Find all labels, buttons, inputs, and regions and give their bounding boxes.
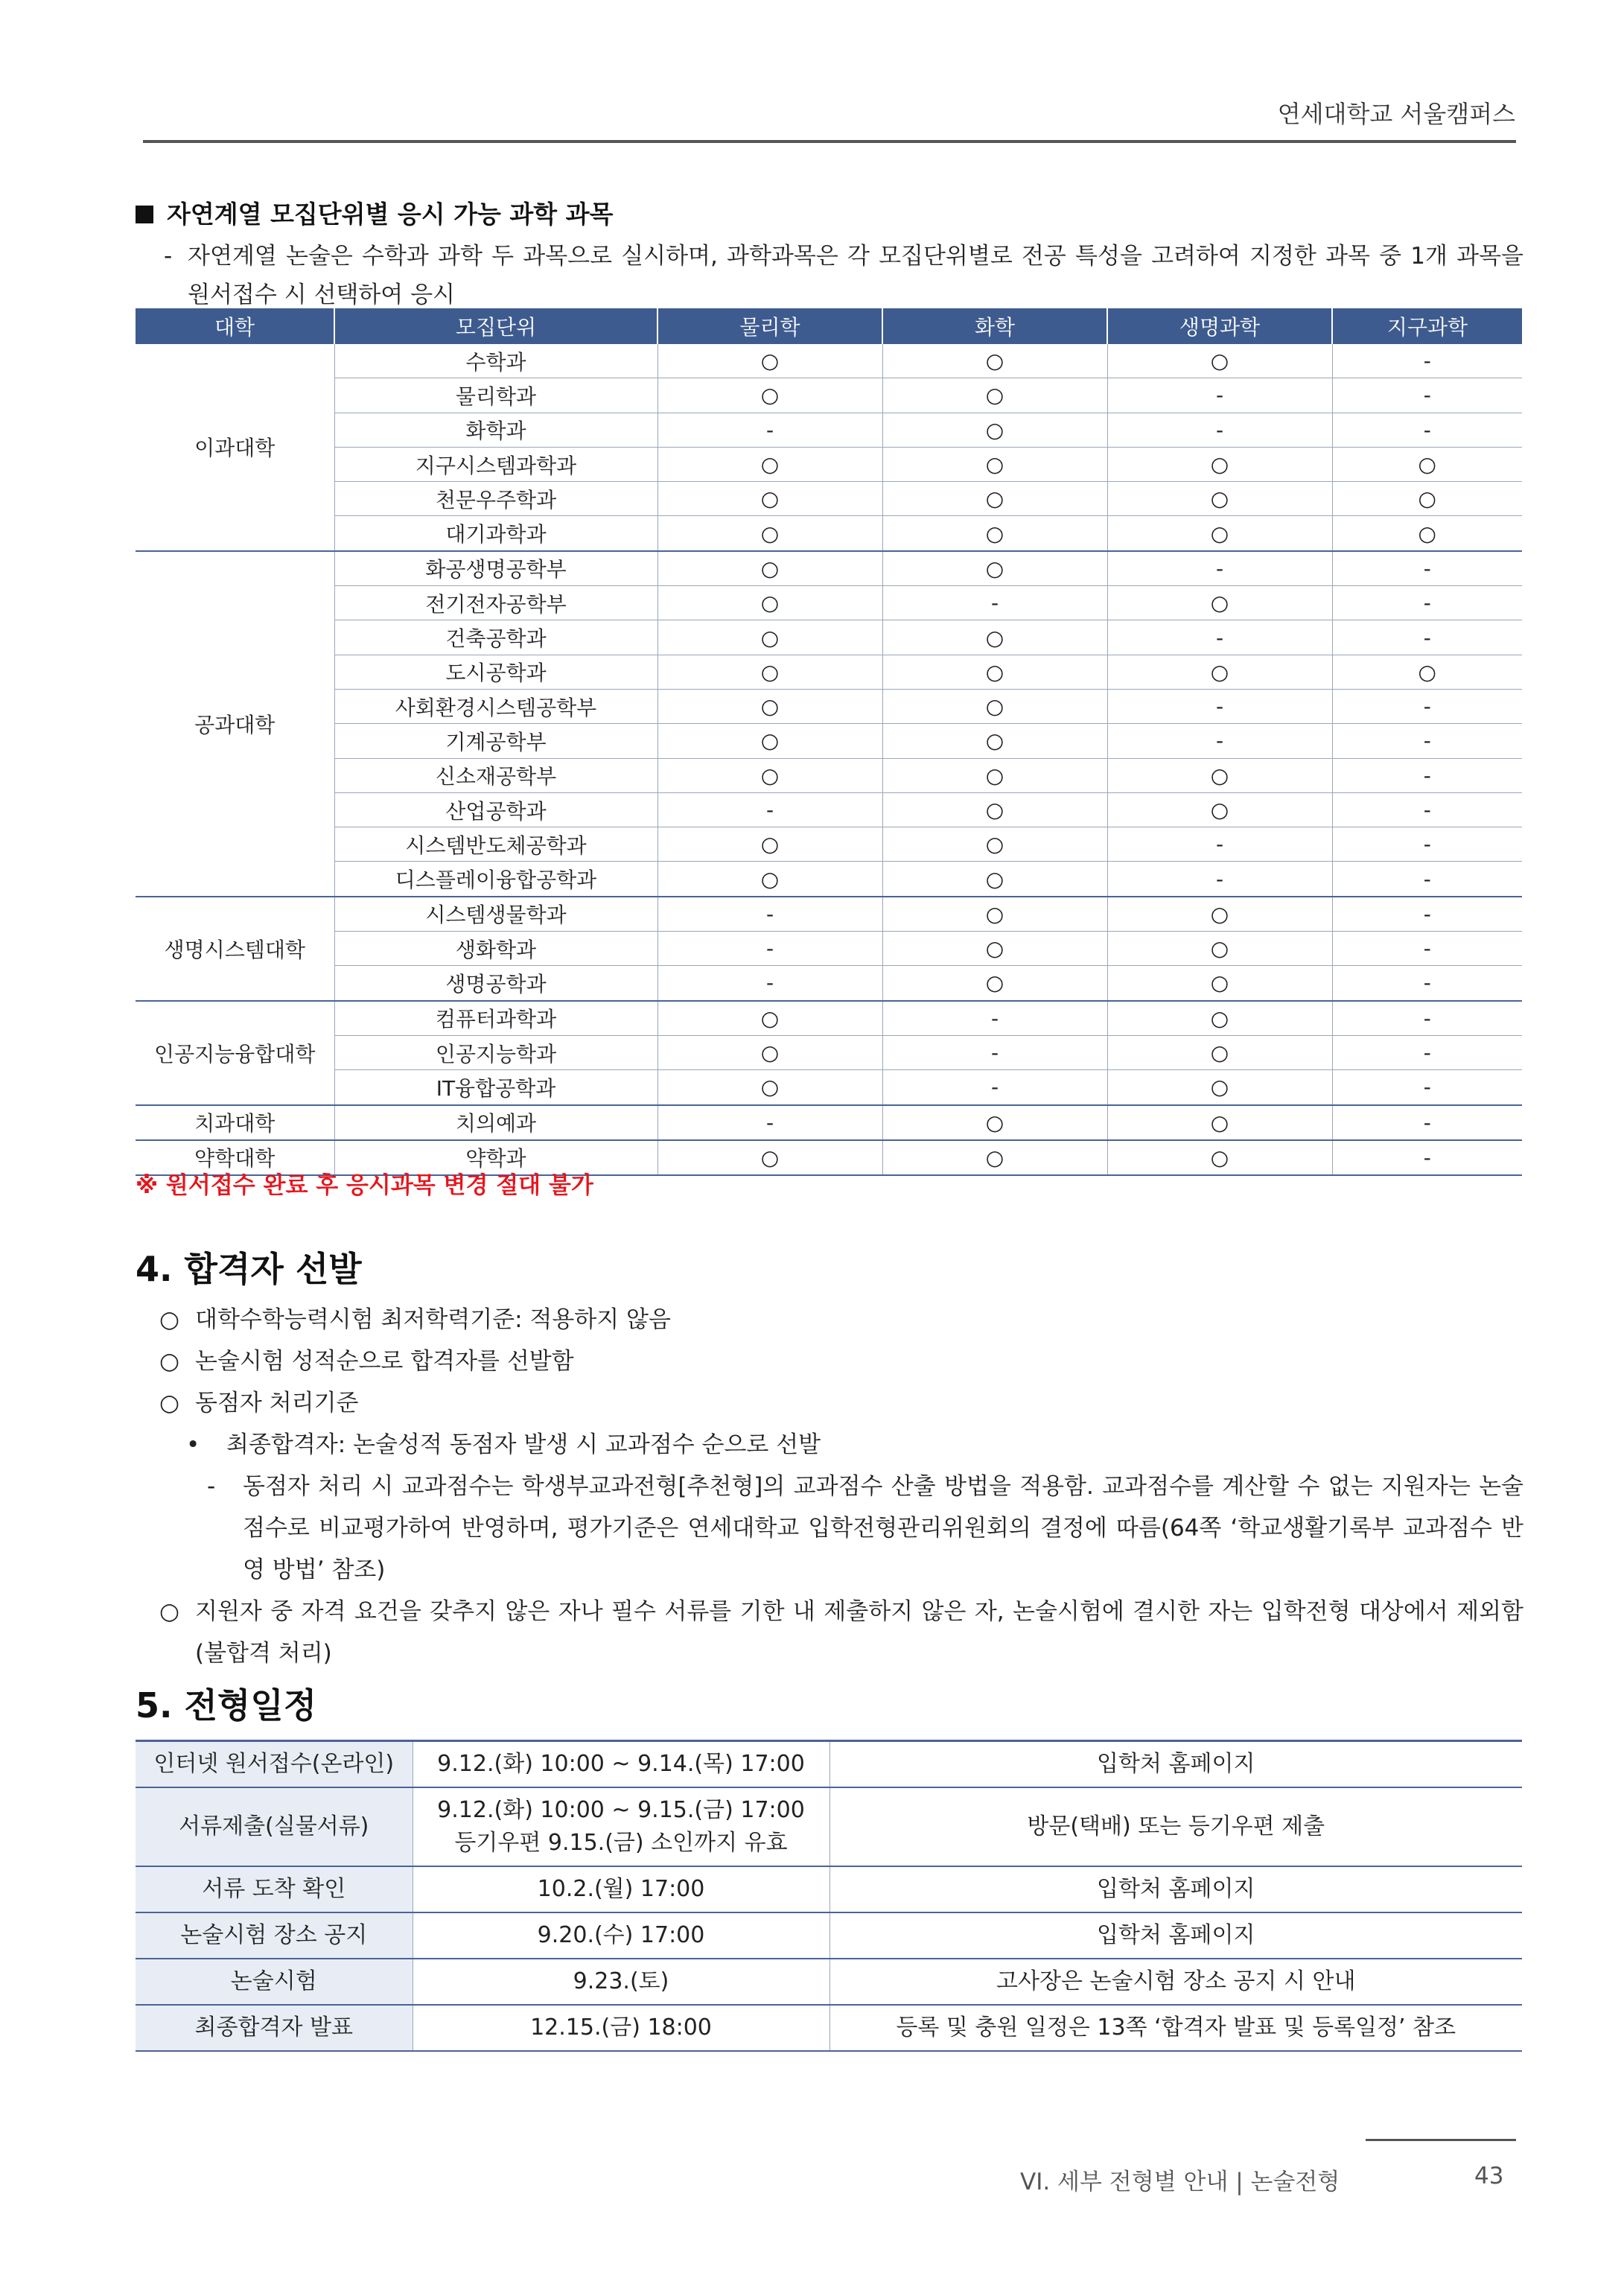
subject-availability-cell: ○ bbox=[1107, 655, 1332, 689]
subject-availability-cell: - bbox=[1332, 1035, 1522, 1069]
subject-availability-cell: - bbox=[1107, 378, 1332, 413]
table-row bbox=[136, 689, 1522, 723]
subject-availability-cell: ○ bbox=[657, 482, 882, 516]
department-cell: 시스템생물학과 bbox=[334, 897, 657, 932]
subject-availability-cell: - bbox=[1332, 897, 1522, 932]
subject-availability-cell: ○ bbox=[657, 758, 882, 792]
subject-availability-cell: ○ bbox=[882, 1140, 1107, 1175]
department-cell: 전기전자공학부 bbox=[334, 586, 657, 620]
college-cell: 인공지능융합대학 bbox=[136, 1001, 334, 1105]
subject-availability-cell: - bbox=[657, 792, 882, 827]
subject-availability-cell: - bbox=[1332, 413, 1522, 447]
sub-sub-list-item-text: 동점자 처리 시 교과점수는 학생부교과전형[추천형]의 교과점수 산출 방법을 적용함. 교과점수를 계산할 수 없는 지원자는 논술점수로 비교평가하여 반영하며, 평가기준은 연세대학교 입학전형관리위원회의 결정에 따름(64쪽 ‘학교생활기록부 교과점수 반영 방법’ 참조) bbox=[243, 1473, 1523, 1583]
column-header: 지구과학 bbox=[1332, 308, 1522, 344]
subject-availability-cell: ○ bbox=[657, 827, 882, 862]
dash-marker: - bbox=[164, 243, 173, 270]
department-cell: 시스템반도체공학과 bbox=[334, 827, 657, 862]
circle-marker: ○ bbox=[159, 1348, 180, 1375]
subject-availability-cell: ○ bbox=[657, 344, 882, 378]
subject-availability-cell: - bbox=[1332, 758, 1522, 792]
subject-availability-cell: - bbox=[1332, 827, 1522, 862]
subject-availability-cell: - bbox=[1332, 1140, 1522, 1175]
subject-availability-cell: ○ bbox=[1332, 516, 1522, 551]
schedule-label: 최종합격자 발표 bbox=[136, 2005, 413, 2051]
subject-availability-cell: - bbox=[1332, 344, 1522, 378]
department-cell: 컴퓨터과학과 bbox=[334, 1001, 657, 1036]
footer-text: VI. 세부 전형별 안내 | 논술전형 bbox=[1020, 2169, 1340, 2195]
schedule-date: 12.15.(금) 18:00 bbox=[413, 2005, 829, 2051]
subject-availability-cell: ○ bbox=[657, 1070, 882, 1105]
table-row bbox=[136, 1959, 1522, 2005]
subject-availability-cell: - bbox=[1332, 1001, 1522, 1036]
subject-table bbox=[136, 308, 1522, 1176]
subject-availability-cell: ○ bbox=[1107, 516, 1332, 551]
subject-section-title bbox=[136, 195, 613, 230]
subject-availability-cell: ○ bbox=[882, 897, 1107, 932]
department-cell: 생명공학과 bbox=[334, 966, 657, 1001]
subject-availability-cell: ○ bbox=[1107, 586, 1332, 620]
subject-availability-cell: ○ bbox=[882, 344, 1107, 378]
schedule-table bbox=[136, 1740, 1522, 2052]
department-cell: 도시공학과 bbox=[334, 655, 657, 689]
subject-availability-cell: ○ bbox=[657, 1140, 882, 1175]
subject-availability-cell: ○ bbox=[882, 378, 1107, 413]
subject-availability-cell: - bbox=[657, 413, 882, 447]
table-row bbox=[136, 516, 1522, 551]
subject-availability-cell: ○ bbox=[882, 620, 1107, 655]
table-row bbox=[136, 758, 1522, 792]
subject-section-title-text: 자연계열 모집단위별 응시 가능 과학 과목 bbox=[167, 200, 614, 229]
table-row bbox=[136, 378, 1522, 413]
column-header: 모집단위 bbox=[334, 308, 657, 344]
subject-availability-cell: - bbox=[1332, 620, 1522, 655]
subject-availability-cell: ○ bbox=[657, 655, 882, 689]
schedule-date-cell bbox=[413, 1787, 829, 1866]
table-row bbox=[136, 1070, 1522, 1105]
subject-availability-cell: - bbox=[1332, 966, 1522, 1001]
subject-availability-cell: ○ bbox=[1107, 344, 1332, 378]
subject-availability-cell: - bbox=[882, 1070, 1107, 1105]
subject-availability-cell: - bbox=[657, 897, 882, 932]
subject-availability-cell: - bbox=[1107, 689, 1332, 723]
square-bullet-icon bbox=[136, 206, 153, 223]
subject-table-header-row bbox=[136, 308, 1522, 344]
list-item-text: 동점자 처리기준 bbox=[195, 1390, 359, 1416]
subject-availability-cell: ○ bbox=[1107, 1070, 1332, 1105]
subject-availability-cell: - bbox=[1332, 378, 1522, 413]
table-row bbox=[136, 1035, 1522, 1069]
circle-marker: ○ bbox=[159, 1306, 180, 1333]
department-cell: 치의예과 bbox=[334, 1105, 657, 1140]
subject-availability-cell: ○ bbox=[882, 413, 1107, 447]
section-4-title: 4. 합격자 선발 bbox=[136, 1249, 362, 1289]
schedule-note: 입학처 홈페이지 bbox=[829, 1741, 1522, 1788]
table-row bbox=[136, 1912, 1522, 1959]
list-item bbox=[159, 1341, 1523, 1382]
table-row bbox=[136, 1787, 1522, 1866]
department-cell: 인공지능학과 bbox=[334, 1035, 657, 1069]
table-row bbox=[136, 482, 1522, 516]
subject-availability-cell: - bbox=[657, 1105, 882, 1140]
table-row bbox=[136, 966, 1522, 1001]
subject-availability-cell: ○ bbox=[882, 516, 1107, 551]
schedule-date: 9.12.(화) 10:00 ~ 9.14.(목) 17:00 bbox=[413, 1741, 829, 1788]
list-item bbox=[159, 1591, 1523, 1674]
subject-availability-cell: ○ bbox=[657, 586, 882, 620]
subject-availability-cell: - bbox=[1332, 792, 1522, 827]
subject-availability-cell: - bbox=[1107, 620, 1332, 655]
college-cell: 생명시스템대학 bbox=[136, 897, 334, 1001]
column-header: 물리학 bbox=[657, 308, 882, 344]
subject-availability-cell: - bbox=[1107, 827, 1332, 862]
table-row bbox=[136, 344, 1522, 378]
column-header: 대학 bbox=[136, 308, 334, 344]
table-row bbox=[136, 1741, 1522, 1788]
department-cell: 화공생명공학부 bbox=[334, 551, 657, 586]
subject-availability-cell: - bbox=[1107, 724, 1332, 758]
column-header: 생명과학 bbox=[1107, 308, 1332, 344]
list-item-text: 논술시험 성적순으로 합격자를 선발함 bbox=[195, 1348, 574, 1375]
subject-availability-cell: ○ bbox=[1107, 447, 1332, 481]
schedule-note: 등록 및 충원 일정은 13쪽 ‘합격자 발표 및 등록일정’ 참조 bbox=[829, 2005, 1522, 2051]
department-cell: 대기과학과 bbox=[334, 516, 657, 551]
subject-availability-cell: - bbox=[882, 586, 1107, 620]
college-cell: 공과대학 bbox=[136, 551, 334, 897]
subject-availability-cell: ○ bbox=[882, 862, 1107, 897]
schedule-note: 입학처 홈페이지 bbox=[829, 1866, 1522, 1912]
subject-availability-cell: - bbox=[657, 932, 882, 966]
subject-availability-cell: - bbox=[1107, 551, 1332, 586]
subject-availability-cell: ○ bbox=[657, 1001, 882, 1036]
subject-availability-cell: ○ bbox=[1107, 792, 1332, 827]
subject-availability-cell: ○ bbox=[657, 862, 882, 897]
table-row bbox=[136, 2005, 1522, 2051]
department-cell: 사회환경시스템공학부 bbox=[334, 689, 657, 723]
bullet-marker: • bbox=[186, 1431, 200, 1458]
table-row bbox=[136, 897, 1522, 932]
subject-availability-cell: ○ bbox=[657, 378, 882, 413]
table-row bbox=[136, 827, 1522, 862]
table-row bbox=[136, 1866, 1522, 1912]
subject-availability-cell: ○ bbox=[657, 447, 882, 481]
subject-availability-cell: - bbox=[1332, 1105, 1522, 1140]
schedule-note: 입학처 홈페이지 bbox=[829, 1912, 1522, 1959]
schedule-date-detail: 등기우편 9.15.(금) 소인까지 유효 bbox=[454, 1830, 788, 1856]
department-cell: 수학과 bbox=[334, 344, 657, 378]
department-cell: 생화학과 bbox=[334, 932, 657, 966]
sub-list-item bbox=[159, 1424, 1523, 1466]
subject-availability-cell: ○ bbox=[882, 689, 1107, 723]
department-cell: 건축공학과 bbox=[334, 620, 657, 655]
department-cell: 약학과 bbox=[334, 1140, 657, 1175]
subject-availability-cell: ○ bbox=[1332, 655, 1522, 689]
header-title: 연세대학교 서울캠퍼스 bbox=[1277, 100, 1515, 128]
subject-availability-cell: ○ bbox=[882, 724, 1107, 758]
subject-availability-cell: ○ bbox=[1107, 758, 1332, 792]
list-item bbox=[159, 1382, 1523, 1424]
schedule-date: 9.20.(수) 17:00 bbox=[413, 1912, 829, 1959]
schedule-date: 9.23.(토) bbox=[413, 1959, 829, 2005]
subject-availability-cell: ○ bbox=[882, 447, 1107, 481]
sub-list-item-text: 최종합격자: 논술성적 동점자 발생 시 교과점수 순으로 선발 bbox=[226, 1431, 821, 1458]
department-cell: 디스플레이융합공학과 bbox=[334, 862, 657, 897]
table-row bbox=[136, 586, 1522, 620]
subject-availability-cell: - bbox=[882, 1001, 1107, 1036]
table-row bbox=[136, 620, 1522, 655]
schedule-label: 논술시험 장소 공지 bbox=[136, 1912, 413, 1959]
department-cell: 기계공학부 bbox=[334, 724, 657, 758]
subject-availability-cell: ○ bbox=[882, 758, 1107, 792]
subject-availability-cell: ○ bbox=[882, 932, 1107, 966]
subject-availability-cell: - bbox=[1332, 586, 1522, 620]
table-row bbox=[136, 724, 1522, 758]
subject-availability-cell: ○ bbox=[1107, 932, 1332, 966]
subject-availability-cell: - bbox=[1332, 689, 1522, 723]
schedule-note: 고사장은 논술시험 장소 공지 시 안내 bbox=[829, 1959, 1522, 2005]
department-cell: 화학과 bbox=[334, 413, 657, 447]
subject-availability-cell: - bbox=[1332, 862, 1522, 897]
column-header: 화학 bbox=[882, 308, 1107, 344]
subject-availability-cell: ○ bbox=[882, 482, 1107, 516]
schedule-label: 서류제출(실물서류) bbox=[136, 1787, 413, 1866]
subject-availability-cell: ○ bbox=[1107, 966, 1332, 1001]
subject-availability-cell: ○ bbox=[1107, 1001, 1332, 1036]
description-text: 자연계열 논술은 수학과 과학 두 과목으로 실시하며, 과학과목은 각 모집단위별로 전공 특성을 고려하여 지정한 과목 중 1개 과목을 원서접수 시 선택하여 응시 bbox=[188, 243, 1523, 308]
subject-availability-cell: - bbox=[1107, 862, 1332, 897]
subject-availability-cell: - bbox=[1332, 1070, 1522, 1105]
subject-availability-cell: ○ bbox=[882, 655, 1107, 689]
sub-sub-list-item bbox=[159, 1466, 1523, 1591]
schedule-label: 인터넷 원서접수(온라인) bbox=[136, 1741, 413, 1788]
subject-availability-cell: ○ bbox=[1332, 447, 1522, 481]
list-item-text: 지원자 중 자격 요건을 갖추지 않은 자나 필수 서류를 기한 내 제출하지 않은 자, 논술시험에 결시한 자는 입학전형 대상에서 제외함(불합격 처리) bbox=[195, 1598, 1523, 1667]
subject-availability-cell: ○ bbox=[1107, 1035, 1332, 1069]
subject-availability-cell: ○ bbox=[657, 516, 882, 551]
table-row bbox=[136, 1001, 1522, 1036]
section-5-title: 5. 전형일정 bbox=[136, 1685, 317, 1726]
subject-availability-cell: ○ bbox=[657, 620, 882, 655]
schedule-label: 논술시험 bbox=[136, 1959, 413, 2005]
department-cell: IT융합공학과 bbox=[334, 1070, 657, 1105]
page-number: 43 bbox=[1474, 2163, 1504, 2190]
table-row bbox=[136, 551, 1522, 586]
circle-marker: ○ bbox=[159, 1598, 180, 1625]
subject-availability-cell: - bbox=[657, 966, 882, 1001]
schedule-date: 9.12.(화) 10:00 ~ 9.15.(금) 17:00 bbox=[437, 1797, 805, 1823]
table-row bbox=[136, 655, 1522, 689]
subject-availability-cell: ○ bbox=[882, 827, 1107, 862]
subject-availability-cell: - bbox=[1107, 413, 1332, 447]
subject-availability-cell: ○ bbox=[1107, 897, 1332, 932]
table-row bbox=[136, 862, 1522, 897]
schedule-date: 10.2.(월) 17:00 bbox=[413, 1866, 829, 1912]
department-cell: 천문우주학과 bbox=[334, 482, 657, 516]
subject-availability-cell: - bbox=[1332, 724, 1522, 758]
subject-availability-cell: ○ bbox=[882, 1105, 1107, 1140]
table-row bbox=[136, 447, 1522, 481]
college-cell: 약학대학 bbox=[136, 1140, 334, 1175]
college-cell: 이과대학 bbox=[136, 344, 334, 551]
list-item bbox=[159, 1299, 1523, 1341]
department-cell: 신소재공학부 bbox=[334, 758, 657, 792]
subject-availability-cell: ○ bbox=[882, 551, 1107, 586]
subject-availability-cell: ○ bbox=[882, 966, 1107, 1001]
department-cell: 지구시스템과학과 bbox=[334, 447, 657, 481]
subject-availability-cell: ○ bbox=[1332, 482, 1522, 516]
table-row bbox=[136, 413, 1522, 447]
college-cell: 치과대학 bbox=[136, 1105, 334, 1140]
subject-availability-cell: ○ bbox=[1107, 482, 1332, 516]
table-row bbox=[136, 1105, 1522, 1140]
subject-availability-cell: - bbox=[1332, 551, 1522, 586]
schedule-label: 서류 도착 확인 bbox=[136, 1866, 413, 1912]
circle-marker: ○ bbox=[159, 1390, 180, 1416]
subject-availability-cell: - bbox=[1332, 932, 1522, 966]
subject-availability-cell: ○ bbox=[1107, 1105, 1332, 1140]
dash-marker: - bbox=[207, 1473, 216, 1500]
table-row bbox=[136, 792, 1522, 827]
schedule-note: 방문(택배) 또는 등기우편 제출 bbox=[829, 1787, 1522, 1866]
footer-divider bbox=[1366, 2139, 1516, 2141]
subject-availability-cell: ○ bbox=[882, 792, 1107, 827]
department-cell: 산업공학과 bbox=[334, 792, 657, 827]
list-item-text: 대학수학능력시험 최저학력기준: 적용하지 않음 bbox=[195, 1306, 671, 1333]
warning-note: ※ 원서접수 완료 후 응시과목 변경 절대 불가 bbox=[136, 1172, 593, 1199]
subject-availability-cell: ○ bbox=[657, 724, 882, 758]
subject-section-description bbox=[164, 237, 1523, 314]
selection-criteria-list bbox=[159, 1299, 1523, 1674]
subject-availability-cell: ○ bbox=[1107, 1140, 1332, 1175]
subject-availability-cell: ○ bbox=[657, 689, 882, 723]
subject-availability-cell: - bbox=[882, 1035, 1107, 1069]
table-row bbox=[136, 932, 1522, 966]
subject-availability-cell: ○ bbox=[657, 1035, 882, 1069]
subject-availability-cell: ○ bbox=[657, 551, 882, 586]
header-divider bbox=[143, 140, 1516, 143]
department-cell: 물리학과 bbox=[334, 378, 657, 413]
